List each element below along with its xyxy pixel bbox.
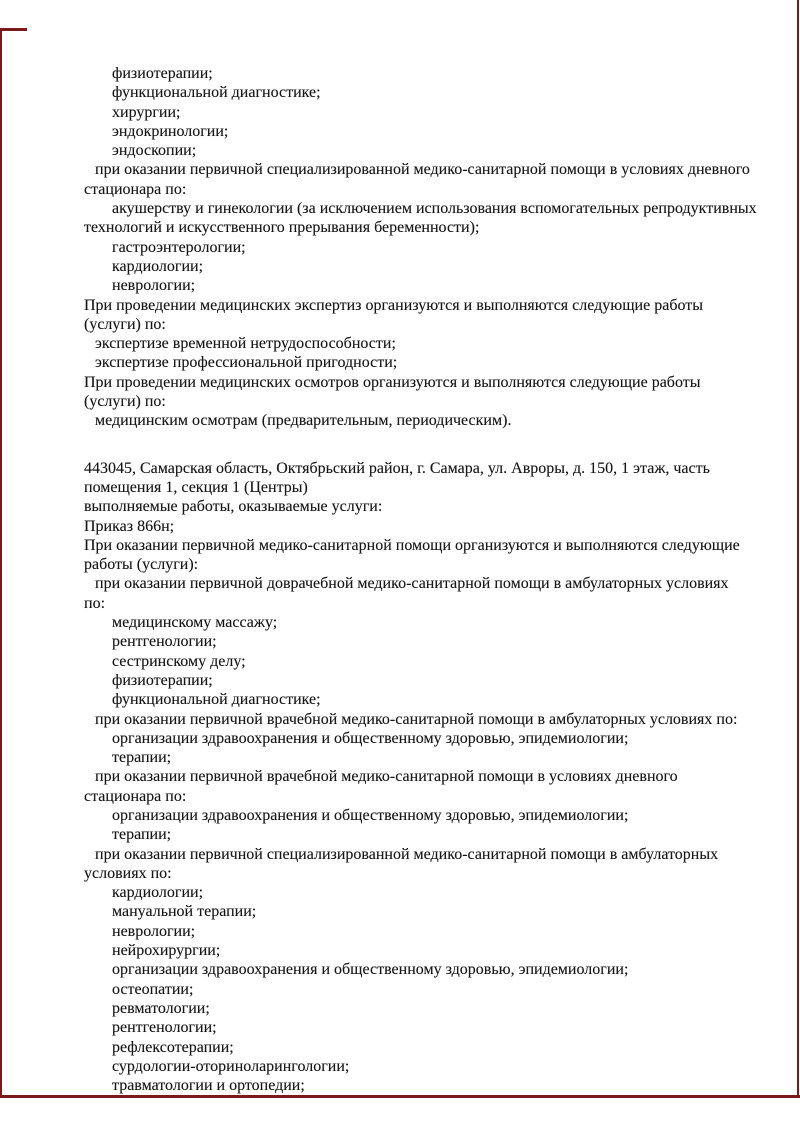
document-line: сурдологии-оториноларингологии; bbox=[112, 1057, 350, 1075]
document-line: терапии; bbox=[112, 826, 172, 844]
document-line: функциональной диагностике; bbox=[112, 84, 321, 102]
document-blank-line bbox=[84, 431, 784, 459]
document-line: при оказании первичной врачебной медико-санитарной помощи в амбулаторных условиях по: bbox=[95, 710, 738, 728]
document-line: При оказании первичной медико-санитарной помощи организуются и выполняются следующие bbox=[84, 536, 740, 554]
document-line: рентгенологии; bbox=[112, 1019, 217, 1037]
document-line: акушерству и гинекологии (за исключением использования вспомогательных репродуктивных bbox=[112, 200, 757, 218]
document-line: физиотерапии; bbox=[112, 671, 213, 689]
document-line: травматологии и ортопедии; bbox=[112, 1077, 305, 1095]
document-line: при оказании первичной доврачебной медико-санитарной помощи в амбулаторных условиях bbox=[95, 575, 729, 593]
document-line: 443045, Самарская область, Октябрьский район, г. Самара, ул. Авроры, д. 150, 1 этаж, часть bbox=[84, 459, 710, 477]
document-line: хирургии; bbox=[112, 103, 181, 121]
document-line: ревматологии; bbox=[112, 999, 210, 1017]
scan-edge-bottom bbox=[0, 1095, 800, 1098]
document-line: функциональной диагностике; bbox=[112, 691, 321, 709]
document-line: При проведении медицинских экспертиз организуются и выполняются следующие работы bbox=[84, 296, 703, 314]
document-line: При проведении медицинских осмотров организуются и выполняются следующие работы bbox=[84, 373, 701, 391]
document-line: рефлексотерапии; bbox=[112, 1038, 234, 1056]
document-line: при оказании первичной специализированной медико-санитарной помощи в амбулаторных bbox=[95, 845, 719, 863]
document-line: условиях по: bbox=[84, 864, 172, 882]
document-line: при оказании первичной специализированной медико-санитарной помощи в условиях дневного bbox=[95, 161, 750, 179]
document-line: организации здравоохранения и общественному здоровью, эпидемиологии; bbox=[112, 729, 629, 747]
document-line: физиотерапии; bbox=[112, 65, 213, 82]
document-line: неврологии; bbox=[112, 277, 196, 295]
document-line: мануальной терапии; bbox=[112, 903, 257, 921]
document-line: медицинским осмотрам (предварительным, периодическим). bbox=[95, 412, 512, 430]
scan-edge-top-dash bbox=[0, 28, 27, 31]
document-line: нейрохирургии; bbox=[112, 942, 221, 960]
document-line: стационара по: bbox=[84, 180, 187, 198]
document-line: работы (услуги): bbox=[84, 556, 199, 574]
document-text-block bbox=[84, 64, 784, 1095]
document-line: кардиологии; bbox=[112, 884, 204, 902]
document-line: сестринскому делу; bbox=[112, 652, 246, 670]
document-line: рентгенологии; bbox=[112, 633, 217, 651]
document-line: стационара по: bbox=[84, 787, 187, 805]
document-line: кардиологии; bbox=[112, 257, 204, 275]
document-line: остеопатии; bbox=[112, 980, 194, 998]
document-line: помещения 1, секция 1 (Центры) bbox=[84, 478, 308, 496]
document-line: технологий и искусственного прерывания беременности); bbox=[84, 219, 480, 237]
document-line: организации здравоохранения и общественному здоровью, эпидемиологии; bbox=[112, 961, 629, 979]
document-line: гастроэнтерологии; bbox=[112, 238, 246, 256]
document-line: по: bbox=[84, 594, 106, 612]
document-line: Приказ 866н; bbox=[84, 517, 175, 535]
document-line: эндокринологии; bbox=[112, 122, 229, 140]
document-line: (услуги) по: bbox=[84, 393, 166, 411]
document-line: организации здравоохранения и общественному здоровью, эпидемиологии; bbox=[112, 806, 629, 824]
scan-edge-left bbox=[0, 28, 2, 1097]
document-line: выполняемые работы, оказываемые услуги: bbox=[84, 498, 383, 516]
document-line: медицинскому массажу; bbox=[112, 614, 278, 632]
document-line: при оказании первичной врачебной медико-санитарной помощи в условиях дневного bbox=[95, 768, 678, 786]
document-line: эндоскопии; bbox=[112, 142, 197, 160]
document-line: неврологии; bbox=[112, 922, 196, 940]
document-line: экспертизе профессиональной пригодности; bbox=[95, 354, 398, 372]
document-line: терапии; bbox=[112, 749, 172, 767]
scan-edge-right bbox=[797, 0, 799, 1097]
document-line: экспертизе временной нетрудоспособности; bbox=[95, 335, 396, 353]
document-line: (услуги) по: bbox=[84, 315, 166, 333]
